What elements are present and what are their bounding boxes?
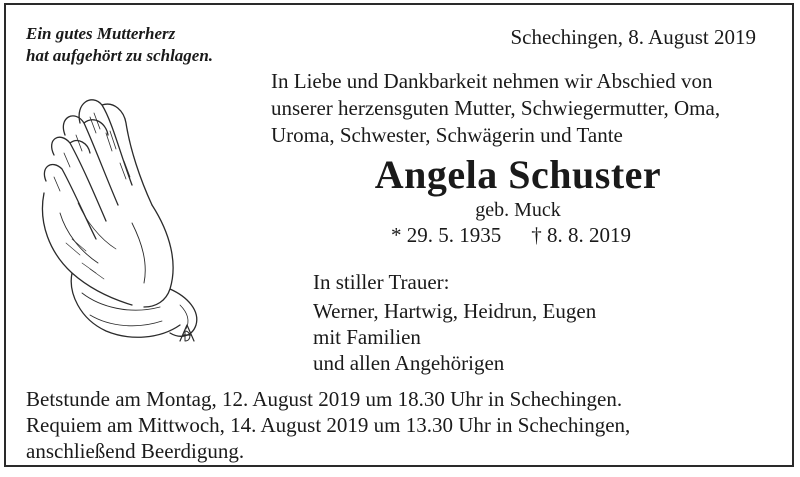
place-date: Schechingen, 8. August 2019 — [510, 25, 756, 49]
death-date: † 8. 8. 2019 — [531, 223, 631, 247]
obituary-notice — [4, 3, 794, 467]
farewell-line: unserer herzensguten Mutter, Schwiegermutter, Oma, — [271, 96, 721, 120]
birth-date: * 29. 5. 1935 — [391, 223, 502, 247]
service-line: Requiem am Mittwoch, 14. August 2019 um 13.30 Uhr in Schechingen, — [26, 413, 631, 437]
service-line: Betstunde am Montag, 12. August 2019 um 18.30 Uhr in Schechingen. — [26, 387, 623, 411]
motto-line-2: hat aufgehört zu schlagen. — [26, 46, 214, 65]
mourners-line: Werner, Hartwig, Heidrun, Eugen — [313, 299, 597, 323]
service-line: anschließend Beerdigung. — [26, 439, 245, 463]
service-details — [26, 386, 630, 464]
mourners-line: und allen Angehörigen — [313, 351, 505, 375]
farewell-text — [271, 68, 720, 149]
motto-line-1: Ein gutes Mutterherz — [26, 24, 176, 43]
life-dates — [391, 223, 631, 248]
praying-hands-icon — [20, 93, 220, 353]
birth-name: geb. Muck — [475, 199, 561, 221]
farewell-line: In Liebe und Dankbarkeit nehmen wir Abschied von — [271, 69, 713, 93]
mourners-block — [313, 269, 596, 376]
deceased-name: Angela Schuster — [374, 152, 662, 197]
mourners-intro: In stiller Trauer: — [313, 270, 450, 294]
motto — [26, 23, 213, 67]
farewell-line: Uroma, Schwester, Schwägerin und Tante — [271, 123, 623, 147]
mourners-line: mit Familien — [313, 325, 421, 349]
